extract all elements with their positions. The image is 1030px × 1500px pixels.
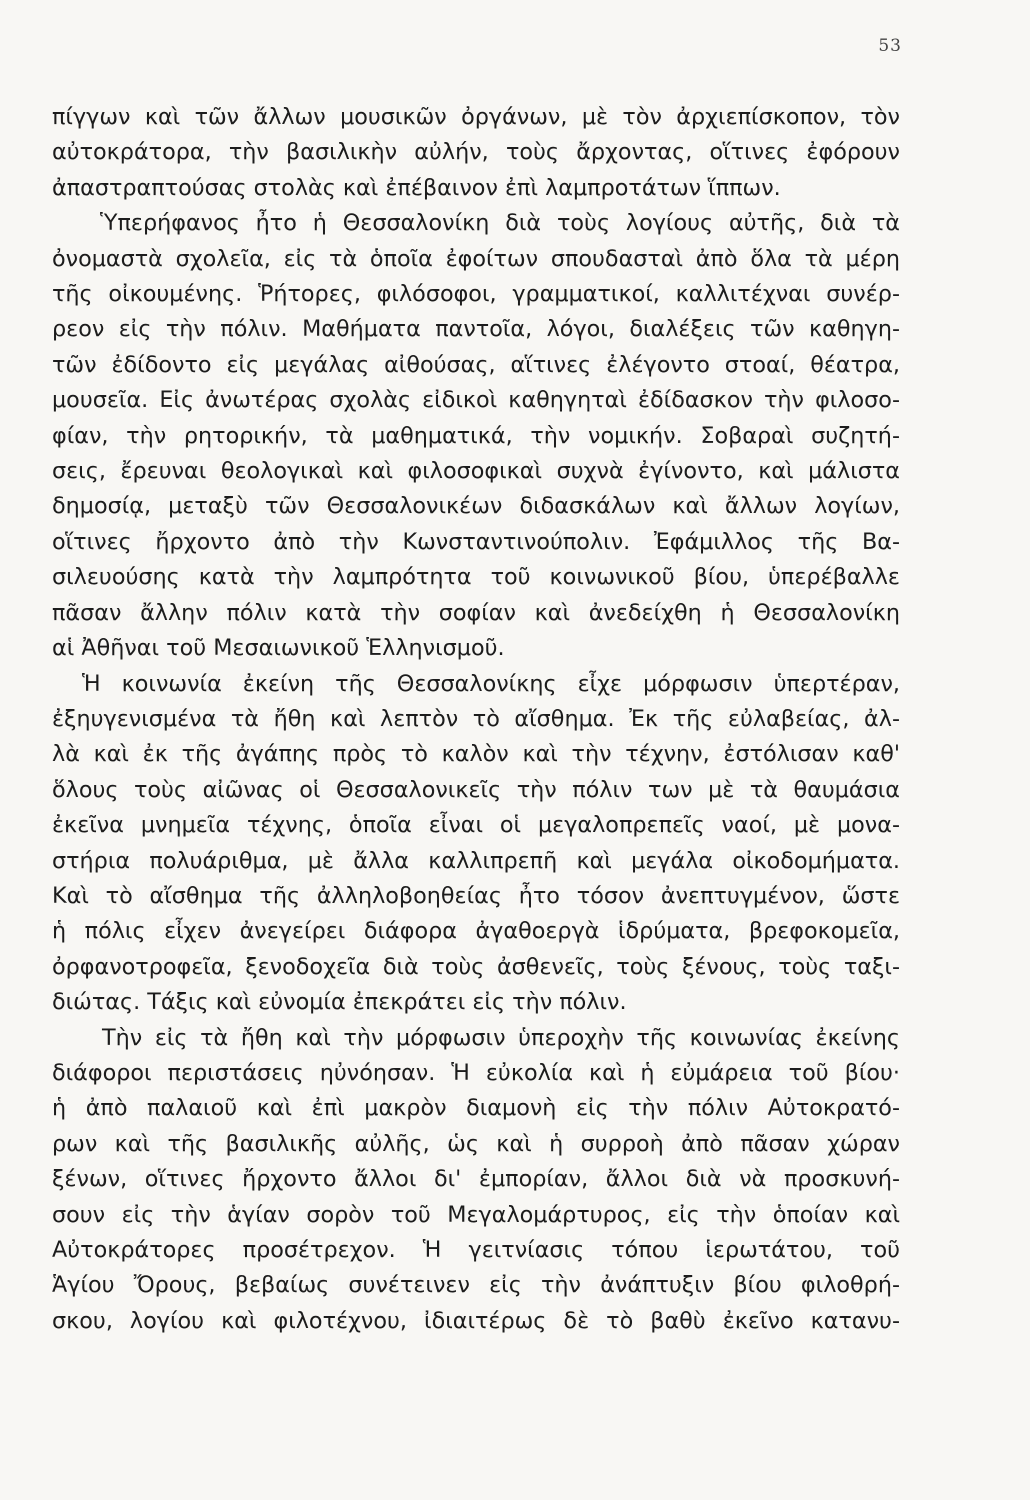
text-line: ρεον εἰς τὴν πόλιν. Μαθήματα παντοῖα, λόγοι, διαλέξεις τῶν καθηγη-: [52, 316, 900, 343]
body-text: [52, 100, 900, 1339]
text-line: Καὶ τὸ αἴσθημα τῆς ἀλληλοβοηθείας ἦτο τόσον ἀνεπτυγμένον, ὥστε: [52, 882, 900, 909]
text-line: σουν εἰς τὴν ἁγίαν σορὸν τοῦ Μεγαλομάρτυρος, εἰς τὴν ὁποίαν καὶ: [52, 1201, 900, 1228]
text-line: ἀπαστραπτούσας στολὰς καὶ ἐπέβαινον ἐπὶ λαμπροτάτων ἵππων.: [52, 174, 781, 201]
text-line: ὀνομαστὰ σχολεῖα, εἰς τὰ ὁποῖα ἐφοίτων σπουδασταὶ ἀπὸ ὅλα τὰ μέρη: [52, 245, 900, 272]
text-line: ρων καὶ τῆς βασιλικῆς αὐλῆς, ὡς καὶ ἡ συρροὴ ἀπὸ πᾶσαν χώραν: [52, 1130, 900, 1157]
text-line: πᾶσαν ἄλλην πόλιν κατὰ τὴν σοφίαν καὶ ἀνεδείχθη ἡ Θεσσαλονίκη: [52, 599, 900, 626]
text-line: πίγγων καὶ τῶν ἄλλων μουσικῶν ὀργάνων, μὲ τὸν ἀρχιεπίσκοπον, τὸν: [52, 104, 900, 130]
text-line: λὰ καὶ ἐκ τῆς ἀγάπης πρὸς τὸ καλὸν καὶ τὴν τέχνην, ἐστόλισαν καθ': [52, 741, 900, 768]
text-line: Ἡ κοινωνία ἐκείνη τῆς Θεσσαλονίκης εἶχε μόρφωσιν ὑπερτέραν,: [82, 670, 900, 697]
text-line: ἡ ἀπὸ παλαιοῦ καὶ ἐπὶ μακρὸν διαμονὴ εἰς τὴν πόλιν Αὐτοκρατό-: [52, 1095, 900, 1122]
text-line: ξένων, οἵτινες ἤρχοντο ἄλλοι δι' ἐμπορίαν, ἄλλοι διὰ νὰ προσκυνή-: [52, 1166, 900, 1193]
text-line: σκου, λογίου καὶ φιλοτέχνου, ἰδιαιτέρως δὲ τὸ βαθὺ ἐκεῖνο κατανυ-: [52, 1307, 900, 1334]
text-line: ὅλους τοὺς αἰῶνας οἱ Θεσσαλονικεῖς τὴν πόλιν των μὲ τὰ θαυμάσια: [52, 776, 900, 803]
text-line: μουσεῖα. Εἰς ἀνωτέρας σχολὰς εἰδικοὶ καθηγηταὶ ἐδίδασκον τὴν φιλοσο-: [52, 387, 900, 414]
text-line: σεις, ἔρευναι θεολογικαὶ καὶ φιλοσοφικαὶ συχνὰ ἐγίνοντο, καὶ μάλιστα: [52, 458, 900, 485]
text-line: διώτας. Τάξις καὶ εὐνομία ἐπεκράτει εἰς τὴν πόλιν.: [52, 989, 627, 1016]
text-line: τῶν ἐδίδοντο εἰς μεγάλας αἰθούσας, αἵτινες ἐλέγοντο στοαί, θέατρα,: [52, 351, 900, 378]
text-line: σιλευούσης κατὰ τὴν λαμπρότητα τοῦ κοινωνικοῦ βίου, ὑπερέβαλλε: [52, 564, 900, 591]
text-line: δημοσίᾳ, μεταξὺ τῶν Θεσσαλονικέων διδασκάλων καὶ ἄλλων λογίων,: [52, 493, 900, 520]
text-line: τῆς οἰκουμένης. Ῥήτορες, φιλόσοφοι, γραμματικοί, καλλιτέχναι συνέρ-: [52, 281, 900, 308]
page-number: 53: [878, 36, 902, 56]
text-line: στήρια πολυάριθμα, μὲ ἄλλα καλλιπρεπῆ καὶ μεγάλα οἰκοδομήματα.: [52, 847, 900, 874]
text-line: αἱ Ἀθῆναι τοῦ Μεσαιωνικοῦ Ἑλληνισμοῦ.: [52, 635, 505, 662]
text-line: φίαν, τὴν ρητορικήν, τὰ μαθηματικά, τὴν νομικήν. Σοβαραὶ συζητή-: [52, 422, 900, 449]
text-line: Ὑπερήφανος ἦτο ἡ Θεσσαλονίκη διὰ τοὺς λογίους αὐτῆς, διὰ τὰ: [100, 210, 900, 237]
text-line: Ἁγίου Ὄρους, βεβαίως συνέτεινεν εἰς τὴν ἀνάπτυξιν βίου φιλοθρή-: [52, 1272, 900, 1299]
text-line: ὀρφανοτροφεῖα, ξενοδοχεῖα διὰ τοὺς ἀσθενεῖς, τοὺς ξένους, τοὺς ταξι-: [52, 953, 900, 980]
text-line: αὐτοκράτορα, τὴν βασιλικὴν αὐλήν, τοὺς ἄρχοντας, οἵτινες ἐφόρουν: [52, 139, 900, 166]
text-line: οἵτινες ἤρχοντο ἀπὸ τὴν Κωνσταντινούπολιν. Ἐφάμιλλος τῆς Βα-: [52, 528, 900, 555]
text-line: ἐξηυγενισμένα τὰ ἤθη καὶ λεπτὸν τὸ αἴσθημα. Ἐκ τῆς εὐλαβείας, ἀλ-: [52, 705, 900, 732]
text-line: Αὐτοκράτορες προσέτρεχον. Ἡ γειτνίασις τόπου ἱερωτάτου, τοῦ: [52, 1237, 900, 1263]
text-line: διάφοροι περιστάσεις ηὐνόησαν. Ἡ εὐκολία καὶ ἡ εὐμάρεια τοῦ βίου·: [52, 1059, 900, 1086]
text-line: Τὴν εἰς τὰ ἤθη καὶ τὴν μόρφωσιν ὑπεροχὴν τῆς κοινωνίας ἐκείνης: [102, 1024, 900, 1051]
text-line: ἡ πόλις εἶχεν ἀνεγείρει διάφορα ἀγαθοεργὰ ἱδρύματα, βρεφοκομεῖα,: [52, 918, 900, 945]
text-line: ἐκεῖνα μνημεῖα τέχνης, ὁποῖα εἶναι οἱ μεγαλοπρεπεῖς ναοί, μὲ μονα-: [52, 812, 900, 839]
